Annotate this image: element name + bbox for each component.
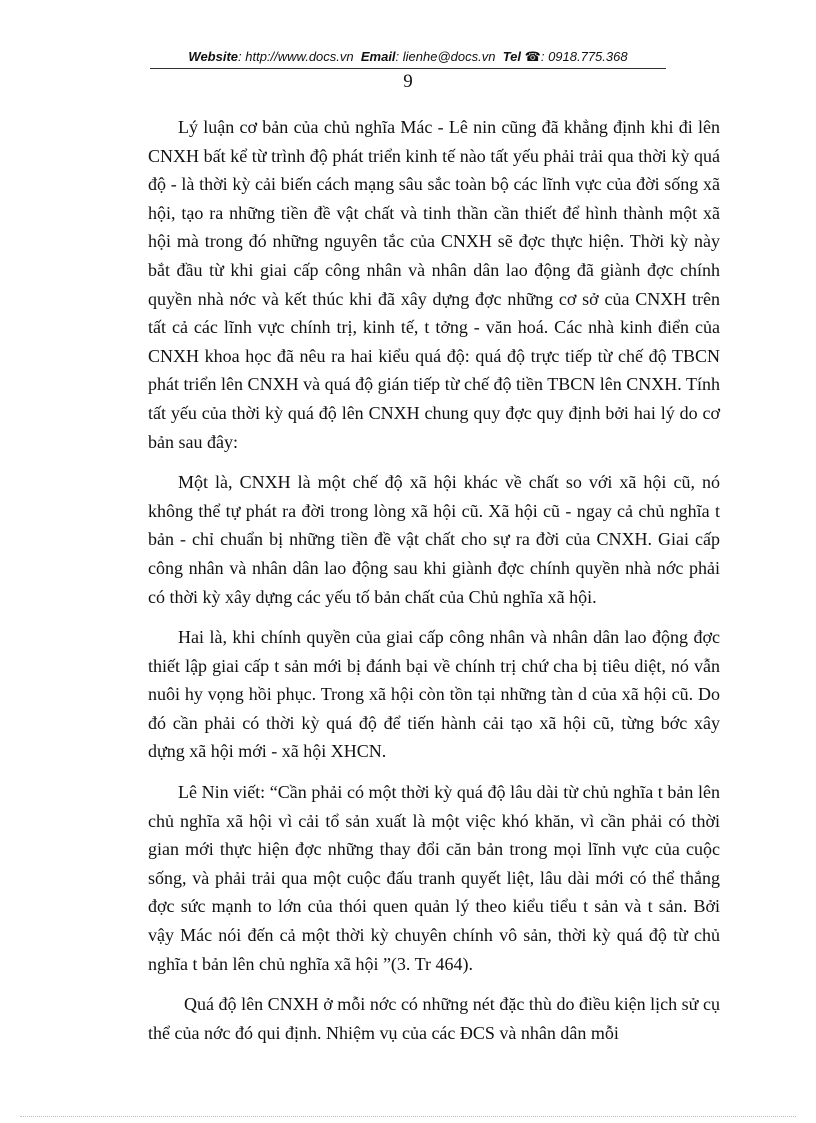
footer-divider xyxy=(20,1116,796,1117)
paragraph: Hai là, khi chính quyền của giai cấp công nhân và nhân dân lao động đợc thiết lập giai cấp t sản mới bị đánh bại về chính trị chứ cha bị tiêu diệt, nó vẫn nuôi hy vọng hồi phục. Trong xã hội còn tồn tại những tàn d của xã hội cũ. Do đó cần phải có thời kỳ quá độ để tiến hành cải tạo xã hội cũ, từng bớc xây dựng xã hội mới - xã hội XHCN. xyxy=(148,627,720,762)
document-header xyxy=(150,49,666,65)
paragraph: Lý luận cơ bản của chủ nghĩa Mác - Lê nin cũng đã khẳng định khi đi lên CNXH bất kể từ trình độ phát triển kinh tế nào tất yếu phải trải qua thời kỳ quá độ - là thời kỳ cải biến cách mạng sâu sắc toàn bộ các lĩnh vực của đời sống xã hội, tạo ra những tiền đề vật chất và tinh thần cần thiết để hình thành một xã hội mà trong đó những nguyên tắc của CNXH sẽ đợc thực hiện. Thời kỳ này bắt đầu từ khi giai cấp công nhân và nhân dân lao động đã giành đợc chính quyền nhà nớc và kết thúc khi đã xây dựng đợc những cơ sở của CNXH trên tất cả các lĩnh vực chính trị, kinh tế, t tởng - văn hoá. Các nhà kinh điển của CNXH khoa học đã nêu ra hai kiểu quá độ: quá độ trực tiếp từ chế độ TBCN phát triển lên CNXH và quá độ gián tiếp từ chế độ tiền TBCN lên CNXH. Tính tất yếu của thời kỳ quá độ lên CNXH chung quy đợc quy định bởi hai lý do cơ bản sau đây: xyxy=(148,117,720,452)
paragraph: Một là, CNXH là một chế độ xã hội khác về chất so với xã hội cũ, nó không thể tự phát ra đời trong lòng xã hội cũ. Xã hội cũ - ngay cả chủ nghĩa t bản - chỉ chuẩn bị những tiền đề vật chất cho sự ra đời của CNXH. Giai cấp công nhân và nhân dân lao động sau khi giành đợc chính quyền nhà nớc phải có thời kỳ xây dựng các yếu tố bản chất của Chủ nghĩa xã hội. xyxy=(148,472,720,607)
website-label: Website xyxy=(188,49,239,64)
page-number: 9 xyxy=(403,71,413,92)
paragraph: Quá độ lên CNXH ở mỗi nớc có những nét đặc thù do điều kiện lịch sử cụ thể của nớc đó qui định. Nhiệm vụ của các ĐCS và nhân dân mỗi xyxy=(148,994,720,1043)
website-value: : http://www.docs.vn xyxy=(238,49,354,64)
paragraph: Lê Nin viết: “Cần phải có một thời kỳ quá độ lâu dài từ chủ nghĩa t bản lên chủ nghĩa xã hội vì cải tổ sản xuất là một việc khó khăn, vì cần phải có thời gian mới thực hiện đợc những thay đổi căn bản trong mọi lĩnh vực của cuộc sống, và phải trải qua một cuộc đấu tranh quyết liệt, lâu dài mới có thể thắng đợc sức mạnh to lớn của thói quen quản lý theo kiểu tiểu t sản và t sản. Bởi vậy Mác nói đến cả một thời kỳ chuyên chính vô sản, thời kỳ quá độ từ chủ nghĩa t bản lên chủ nghĩa xã hội ”(3. Tr 464). xyxy=(148,782,720,974)
email-value: : lienhe@docs.vn xyxy=(395,49,496,64)
tel-value: : 0918.775.368 xyxy=(540,49,628,64)
tel-label: Tel xyxy=(502,49,522,64)
header-divider xyxy=(150,68,666,69)
email-label: Email xyxy=(360,49,396,64)
telephone-icon: ☎ xyxy=(524,49,541,64)
document-body xyxy=(148,113,720,1059)
